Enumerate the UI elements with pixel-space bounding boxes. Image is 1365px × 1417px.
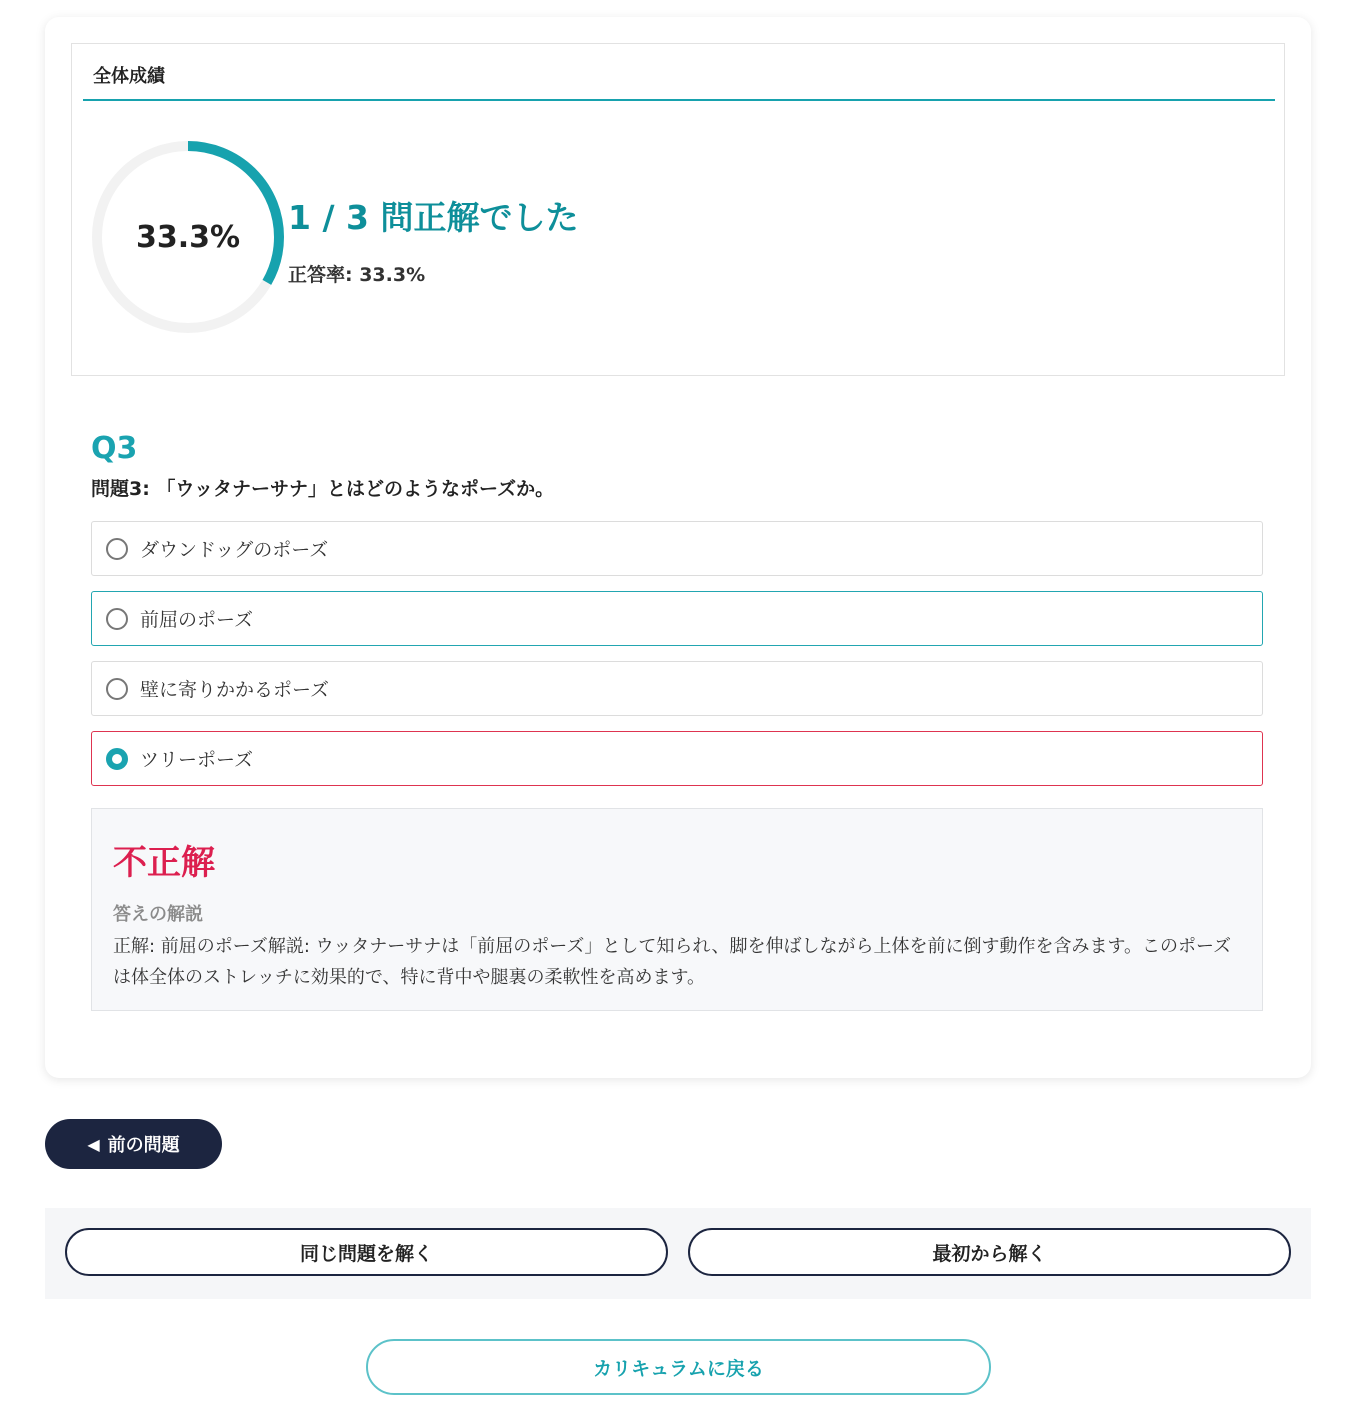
explanation-heading: 答えの解説 xyxy=(113,904,203,925)
answer-option-label: ツリーポーズ xyxy=(140,749,254,771)
radio-button[interactable] xyxy=(106,608,128,630)
answer-option[interactable] xyxy=(91,661,1263,716)
retry-same-label: 同じ問題を解く xyxy=(299,1242,433,1265)
title-divider xyxy=(83,99,1275,101)
answer-option-correct[interactable] xyxy=(91,591,1263,646)
restart-label: 最初から解く xyxy=(932,1242,1047,1265)
explanation-text: 正解: 前屈のポーズ解説: ウッタナーサナは「前屈のポーズ」として知られ、脚を伸ばしながら上体を前に倒す動作を含みます。このポーズは体全体のストレッチに効果的で、特に背中や腿裏の柔軟性を高めます。 xyxy=(113,936,1232,988)
answer-option-label: 前屈のポーズ xyxy=(140,609,254,631)
radio-button[interactable] xyxy=(106,678,128,700)
previous-question-button[interactable] xyxy=(45,1119,222,1169)
radio-button-checked[interactable] xyxy=(106,748,128,770)
answer-option-label: ダウンドッグのポーズ xyxy=(140,539,329,561)
result-verdict: 不正解 xyxy=(113,843,215,883)
donut-percent-label: 33.3% xyxy=(135,219,241,255)
retry-actions-bar xyxy=(45,1208,1311,1299)
overall-score-panel xyxy=(71,43,1285,376)
result-card xyxy=(45,17,1311,1078)
answer-feedback-panel xyxy=(91,808,1263,1011)
retry-same-button[interactable] xyxy=(65,1228,668,1276)
back-to-curriculum-label: カリキュラムに戻る xyxy=(593,1357,764,1380)
answer-option-label: 壁に寄りかかるポーズ xyxy=(140,679,330,701)
question-number: Q3 xyxy=(91,431,138,466)
question-text: 問題3: 「ウッタナーサナ」とはどのようなポーズか。 xyxy=(91,478,555,500)
left-triangle-icon: ◀ xyxy=(87,1134,100,1154)
correct-rate: 正答率: 33.3% xyxy=(288,264,426,286)
previous-question-label: 前の問題 xyxy=(107,1135,180,1156)
score-headline: 1 / 3 問正解でした xyxy=(288,198,579,237)
radio-button[interactable] xyxy=(106,538,128,560)
answer-option[interactable] xyxy=(91,521,1263,576)
restart-button[interactable] xyxy=(688,1228,1291,1276)
answer-option-selected-wrong[interactable] xyxy=(91,731,1263,786)
back-to-curriculum-button[interactable] xyxy=(366,1339,991,1395)
overall-score-title: 全体成績 xyxy=(93,66,165,87)
